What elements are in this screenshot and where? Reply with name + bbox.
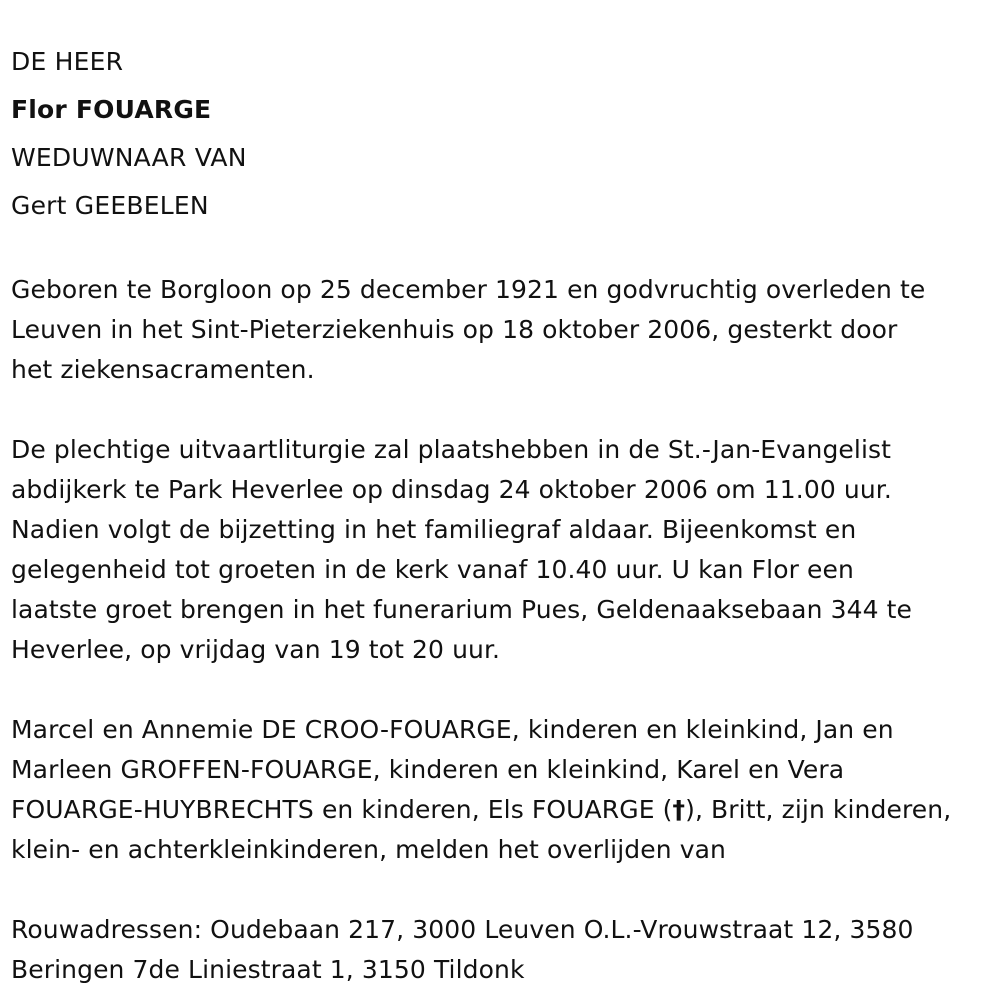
deceased-name: Flor FOUARGE bbox=[11, 95, 212, 124]
address-line: Beringen 7de Liniestraat 1, 3150 Tildonk bbox=[11, 955, 525, 984]
family-line: klein- en achterkleinkinderen, melden het overlijden van bbox=[11, 835, 726, 864]
cross-icon: † bbox=[672, 795, 686, 824]
funeral-line: Heverlee, op vrijdag van 19 tot 20 uur. bbox=[11, 635, 501, 664]
address-line: Rouwadressen: Oudebaan 217, 3000 Leuven O.L.-Vrouwstraat 12, 3580 bbox=[11, 915, 914, 944]
funeral-line: Nadien volgt de bijzetting in het familiegraf aldaar. Bijeenkomst en bbox=[11, 515, 857, 544]
family-line bbox=[11, 790, 996, 830]
birth-death-line: het ziekensacramenten. bbox=[11, 355, 315, 384]
birth-death-line: Leuven in het Sint-Pieterziekenhuis op 18 oktober 2006, gesterkt door bbox=[11, 315, 898, 344]
obituary-document bbox=[11, 38, 996, 990]
title-line: DE HEER bbox=[11, 47, 124, 76]
funeral-line: De plechtige uitvaartliturgie zal plaatshebben in de St.-Jan-Evangelist bbox=[11, 435, 892, 464]
addresses-paragraph bbox=[11, 910, 996, 990]
funeral-paragraph bbox=[11, 430, 996, 670]
funeral-line: gelegenheid tot groeten in de kerk vanaf 10.40 uur. U kan Flor een bbox=[11, 555, 854, 584]
spouse-name: Gert GEEBELEN bbox=[11, 191, 209, 220]
birth-death-line: Geboren te Borgloon op 25 december 1921 en godvruchtig overleden te bbox=[11, 275, 926, 304]
funeral-line: abdijkerk te Park Heverlee op dinsdag 24 oktober 2006 om 11.00 uur. bbox=[11, 475, 892, 504]
family-paragraph bbox=[11, 710, 996, 870]
birth-death-paragraph bbox=[11, 270, 996, 390]
family-line-text: ), Britt, zijn kinderen, bbox=[685, 795, 952, 824]
relation-line: WEDUWNAAR VAN bbox=[11, 143, 247, 172]
family-line: Marleen GROFFEN-FOUARGE, kinderen en kleinkind, Karel en Vera bbox=[11, 755, 845, 784]
family-line: Marcel en Annemie DE CROO-FOUARGE, kinderen en kleinkind, Jan en bbox=[11, 715, 894, 744]
funeral-line: laatste groet brengen in het funerarium Pues, Geldenaaksebaan 344 te bbox=[11, 595, 913, 624]
family-line-text: FOUARGE-HUYBRECHTS en kinderen, Els FOUARGE ( bbox=[11, 795, 673, 824]
